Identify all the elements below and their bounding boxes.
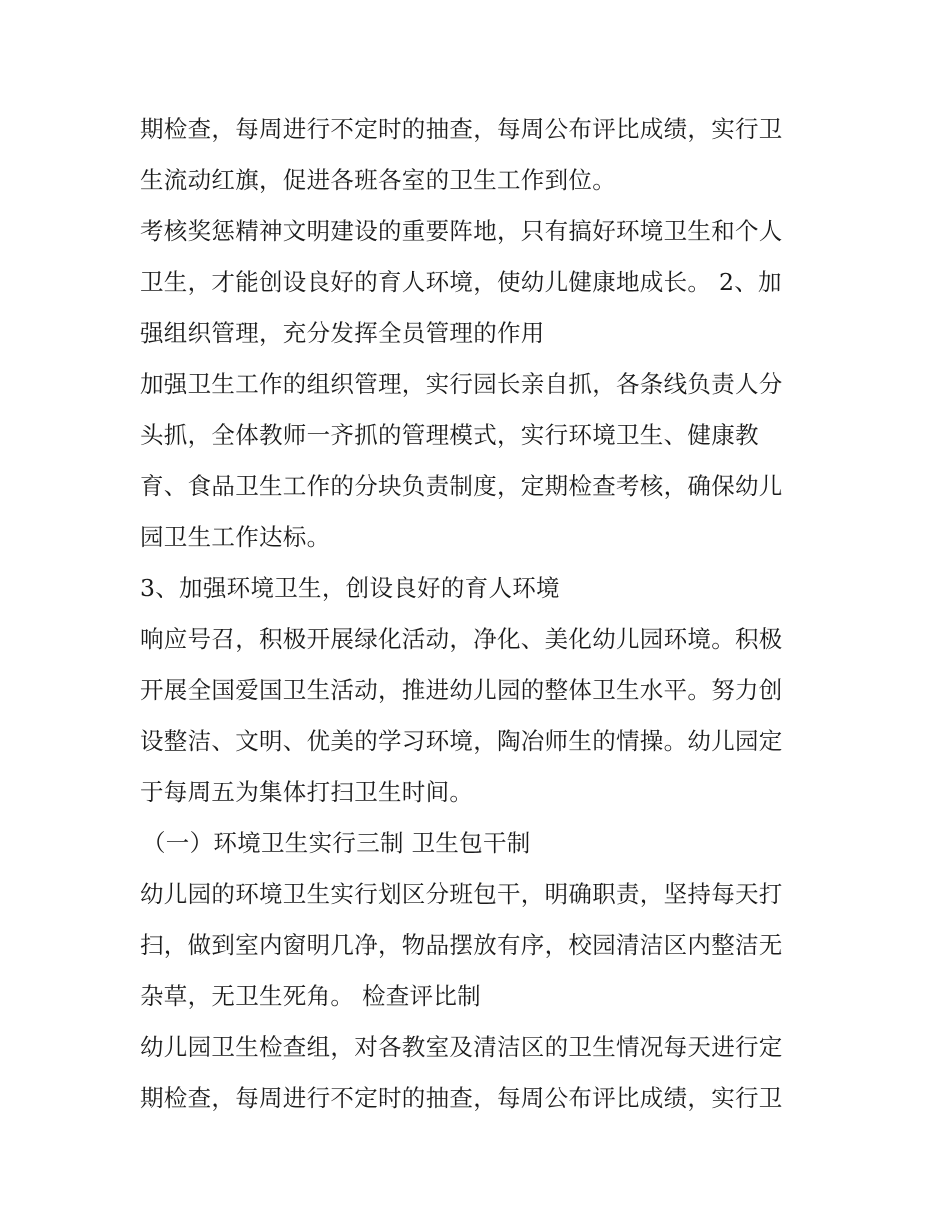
text-line: 扫，做到室内窗明几净，物品摆放有序，校园清洁区内整洁无	[140, 931, 783, 959]
subsection-heading: （一）环境卫生实行三制 卫生包干制	[142, 829, 531, 857]
text-line: 杂草，无卫生死角。 检查评比制	[140, 982, 481, 1010]
text-line: 响应号召，积极开展绿化活动，净化、美化幼儿园环境。积极	[140, 625, 783, 653]
body-text	[140, 104, 820, 1124]
text-line: 卫生，才能创设良好的育人环境，使幼儿健康地成长。 2、加	[140, 268, 782, 296]
text-line: 强组织管理，充分发挥全员管理的作用	[140, 319, 545, 347]
text-line: 考核奖惩精神文明建设的重要阵地，只有搞好环境卫生和个人	[140, 217, 783, 245]
text-line: 幼儿园的环境卫生实行划区分班包干，明确职责，坚持每天打	[140, 880, 783, 908]
text-line: 生流动红旗，促进各班各室的卫生工作到位。	[140, 166, 616, 194]
text-line: 设整洁、文明、优美的学习环境，陶冶师生的情操。幼儿园定	[140, 727, 783, 755]
text-line: 开展全国爱国卫生活动，推进幼儿园的整体卫生水平。努力创	[140, 676, 783, 704]
text-line: 园卫生工作达标。	[140, 523, 331, 551]
text-line: 头抓，全体教师一齐抓的管理模式，实行环境卫生、健康教	[140, 421, 759, 449]
section-heading: 3、加强环境卫生，创设良好的育人环境	[140, 574, 560, 602]
text-line: 育、食品卫生工作的分块负责制度，定期检查考核，确保幼儿	[140, 472, 783, 500]
text-line: 期检查，每周进行不定时的抽查，每周公布评比成绩，实行卫	[140, 1084, 783, 1112]
text-line: 幼儿园卫生检查组，对各教室及清洁区的卫生情况每天进行定	[140, 1033, 783, 1061]
text-line: 期检查，每周进行不定时的抽查，每周公布评比成绩，实行卫	[140, 115, 783, 143]
text-line: 于每周五为集体打扫卫生时间。	[140, 778, 474, 806]
text-line: 加强卫生工作的组织管理，实行园长亲自抓，各条线负责人分	[140, 370, 783, 398]
